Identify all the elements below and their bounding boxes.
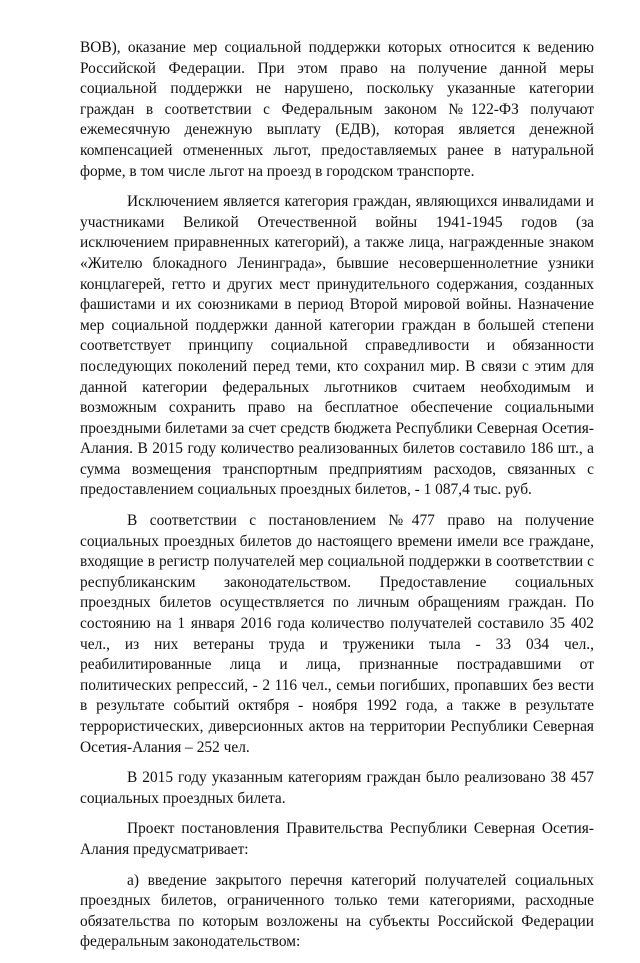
paragraph-resolution-477: В соответствии с постановлением №477 право на получение социальных проездных билетов до настоящего времени имели все граждане, входящие в регистр получателей мер социальной поддержки в соответствии с республиканским законодательством. Предоставление социальных проездных билетов осуществляется по личным обращениям граждан. По состоянию на 1 января 2016 года количество получателей составило 35 402 чел., из них ветераны труда и труженики тыла - 33 034 чел., реабилитированные лица и лица, признанные пострадавшими от политических репрессий, - 2 116 чел., семьи погибших, пропавших без вести в результате событий октября - ноября 1992 года, а также в результате террористических, диверсионных актов на территории Республики Северная Осетия-Алания – 252 чел. — [80, 512, 594, 756]
paragraph-draft-resolution: Проект постановления Правительства Республики Северная Осетия-Алания предусматривает: — [80, 820, 594, 858]
paragraph-exception-category: Исключением является категория граждан, являющихся инвалидами и участниками Великой Отечественной войны 1941-1945 годов (за исключением приравненных категорий), а также лица, награжденные знаком «Жителю блокадного Ленинграда», бывшие несовершеннолетние узники концлагерей, гетто и других мест принудительного содержания, созданных фашистами и их союзниками в период Второй мировой войны. Назначение мер социальной поддержки данной категории граждан в большей степени соответствует принципу социальной справедливости и обязанности последующих поколений перед теми, кто сохранил мир. В связи с этим для данной категории федеральных льготников считаем необходимым и возможным сохранить право на бесплатное обеспечение социальными проездными билетами за счет средств бюджета Республики Северная Осетия-Алания. В 2015 году количество реализованных билетов составило 186 шт., а сумма возмещения транспортным предприятиям расходов, связанных с предоставлением социальных проездных билетов, - 1 087,4 тыс. руб. — [80, 193, 594, 499]
paragraph-item-a: а) введение закрытого перечня категорий получателей социальных проездных билетов, ограниченного только теми категориями, расходные обязательства по которым возложены на субъекты Российской Федерации федеральным законодательством: — [80, 871, 594, 951]
paragraph-tickets-2015: В 2015 году указанным категориям граждан было реализовано 38 457 социальных проездных билета. — [80, 769, 594, 807]
paragraph-continuation-vov: ВОВ), оказание мер социальной поддержки которых относится к ведению Российской Федерации. При этом право на получение данной меры социальной поддержки не нарушено, поскольку указанные категории граждан в соответствии с Федеральным законом №122-ФЗ получают ежемесячную денежную выплату (ЕДВ), которая является денежной компенсацией отмененных льгот, предоставляемых ранее в натуральной форме, в том числе льгот на проезд в городском транспорте. — [80, 39, 594, 180]
document-page — [80, 38, 594, 963]
